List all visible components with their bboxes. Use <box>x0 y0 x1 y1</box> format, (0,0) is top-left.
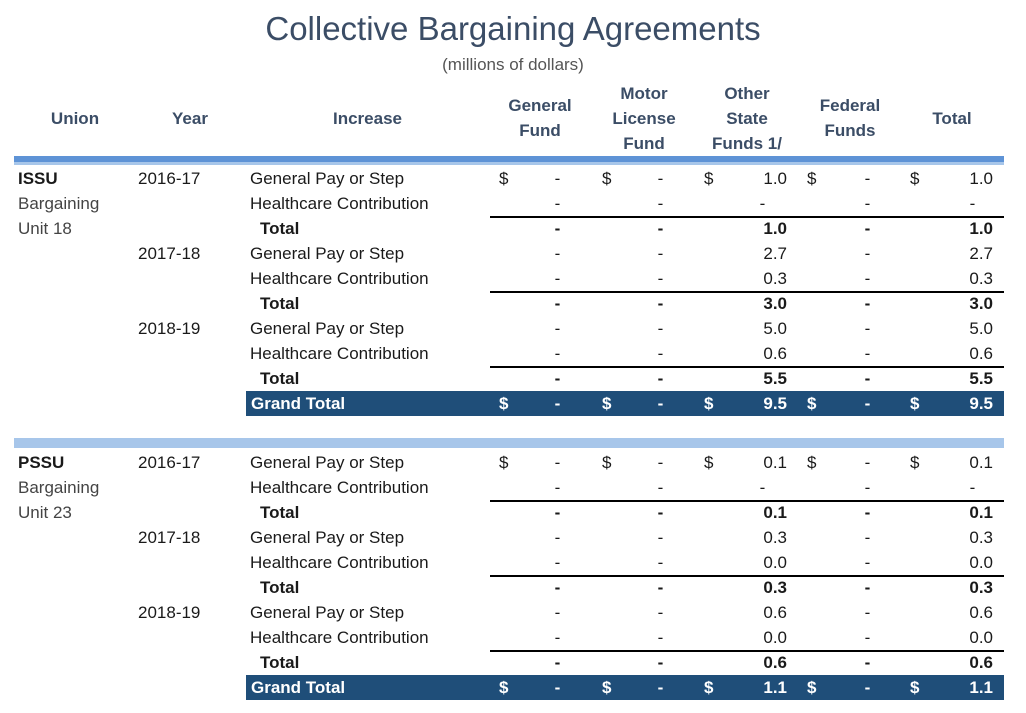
increase-label: General Pay or Step <box>250 169 405 188</box>
header-federal-funds: Federal Funds <box>819 96 881 140</box>
total-label: Total <box>260 653 300 672</box>
cell-fed: - <box>864 294 871 313</box>
cell-total: 0.0 <box>969 553 993 572</box>
union-name: ISSU <box>18 169 58 188</box>
cell-osf: 3.0 <box>763 294 787 313</box>
dollar-sign-osf: $ <box>704 453 714 472</box>
cell-total: 0.3 <box>969 269 993 288</box>
cell-osf: 0.0 <box>763 553 787 572</box>
cell-osf: 1.1 <box>763 678 787 697</box>
dollar-sign-fed: $ <box>807 453 817 472</box>
fiscal-year: 2016-17 <box>138 453 201 472</box>
increase-label: Healthcare Contribution <box>250 628 429 647</box>
cell-fed: - <box>864 578 871 597</box>
cell-fed: - <box>864 453 871 472</box>
cell-fed: - <box>864 678 871 697</box>
cell-total: 3.0 <box>969 294 993 313</box>
bargaining-unit-line: Bargaining <box>18 478 100 497</box>
cell-ml: - <box>657 678 664 697</box>
total-label: Total <box>260 578 300 597</box>
cell-osf: 9.5 <box>763 394 787 413</box>
cell-total: 9.5 <box>969 394 993 413</box>
header-general-fund: General Fund <box>508 96 572 140</box>
dollar-sign-osf: $ <box>704 169 714 188</box>
grand-total-label: Grand Total <box>251 678 346 697</box>
cell-ml: - <box>657 603 664 622</box>
cell-osf: 0.3 <box>763 528 787 547</box>
dollar-sign-ml: $ <box>602 394 612 413</box>
cell-ml: - <box>657 369 664 388</box>
total-label: Total <box>260 369 300 388</box>
dollar-sign-gf: $ <box>499 453 509 472</box>
cell-osf: 0.1 <box>763 453 787 472</box>
section-divider <box>14 438 1004 448</box>
grand-total-label: Grand Total <box>251 394 346 413</box>
cell-total: 1.0 <box>969 219 993 238</box>
cell-ml: - <box>657 628 664 647</box>
bargaining-unit-line: Unit 18 <box>18 219 72 238</box>
cell-total: - <box>969 194 976 213</box>
header-total: Total <box>932 109 972 128</box>
cell-gf: - <box>554 528 561 547</box>
cell-total: 0.6 <box>969 653 993 672</box>
cell-gf: - <box>554 653 561 672</box>
cell-gf: - <box>554 578 561 597</box>
cell-gf: - <box>554 369 561 388</box>
fiscal-year: 2017-18 <box>138 528 201 547</box>
cell-ml: - <box>657 503 664 522</box>
cell-ml: - <box>657 453 664 472</box>
cell-gf: - <box>554 319 561 338</box>
cell-osf: - <box>759 478 766 497</box>
fiscal-year: 2016-17 <box>138 169 201 188</box>
cell-fed: - <box>864 269 871 288</box>
grand-total-bar <box>246 675 1004 700</box>
dollar-sign-total: $ <box>910 453 920 472</box>
increase-label: General Pay or Step <box>250 319 405 338</box>
cell-fed: - <box>864 394 871 413</box>
cell-fed: - <box>864 169 871 188</box>
cell-gf: - <box>554 294 561 313</box>
cell-fed: - <box>864 528 871 547</box>
cell-osf: 0.0 <box>763 628 787 647</box>
header-increase: Increase <box>333 109 402 128</box>
cell-gf: - <box>554 269 561 288</box>
increase-label: Healthcare Contribution <box>250 553 429 572</box>
increase-label: Healthcare Contribution <box>250 478 429 497</box>
dollar-sign-fed: $ <box>807 394 817 413</box>
cell-ml: - <box>657 194 664 213</box>
cell-fed: - <box>864 369 871 388</box>
cell-fed: - <box>864 344 871 363</box>
cell-gf: - <box>554 169 561 188</box>
cell-total: 0.6 <box>969 344 993 363</box>
increase-label: Healthcare Contribution <box>250 194 429 213</box>
cell-osf: 1.0 <box>763 219 787 238</box>
cell-osf: 5.5 <box>763 369 787 388</box>
cell-gf: - <box>554 194 561 213</box>
dollar-sign-gf: $ <box>499 394 509 413</box>
total-label: Total <box>260 503 300 522</box>
dollar-sign-ml: $ <box>602 453 612 472</box>
cell-gf: - <box>554 628 561 647</box>
cell-ml: - <box>657 528 664 547</box>
increase-label: General Pay or Step <box>250 528 405 547</box>
cell-ml: - <box>657 219 664 238</box>
dollar-sign-fed: $ <box>807 169 817 188</box>
header-motor-license-fund: Motor License Fund <box>612 84 676 153</box>
cell-fed: - <box>864 503 871 522</box>
cell-total: 0.3 <box>969 528 993 547</box>
cell-fed: - <box>864 244 871 263</box>
union-name: PSSU <box>18 453 65 472</box>
dollar-sign-osf: $ <box>704 678 714 697</box>
page-subtitle: (millions of dollars) <box>442 55 584 74</box>
cell-total: 5.5 <box>969 369 993 388</box>
cell-ml: - <box>657 294 664 313</box>
header-union: Union <box>50 109 100 128</box>
increase-label: General Pay or Step <box>250 244 405 263</box>
cell-total: 2.7 <box>969 244 993 263</box>
cell-gf: - <box>554 394 561 413</box>
page-title: Collective Bargaining Agreements <box>265 10 761 47</box>
fiscal-year: 2017-18 <box>138 244 201 263</box>
increase-label: General Pay or Step <box>250 453 405 472</box>
cell-total: 1.0 <box>969 169 993 188</box>
cell-gf: - <box>554 503 561 522</box>
cell-ml: - <box>657 244 664 263</box>
cell-osf: 5.0 <box>763 319 787 338</box>
cell-gf: - <box>554 453 561 472</box>
bargaining-unit-line: Unit 23 <box>18 503 72 522</box>
cell-gf: - <box>554 344 561 363</box>
cell-fed: - <box>864 653 871 672</box>
bargaining-unit-line: Bargaining <box>18 194 100 213</box>
cell-osf: 0.6 <box>763 653 787 672</box>
cell-osf: 0.6 <box>763 603 787 622</box>
cell-total: - <box>969 478 976 497</box>
cell-total: 0.0 <box>969 628 993 647</box>
total-label: Total <box>260 219 300 238</box>
cell-gf: - <box>554 678 561 697</box>
cell-fed: - <box>864 478 871 497</box>
header-divider-light <box>14 162 1004 165</box>
cell-fed: - <box>864 219 871 238</box>
cell-total: 0.3 <box>969 578 993 597</box>
cell-ml: - <box>657 394 664 413</box>
cell-gf: - <box>554 603 561 622</box>
cell-fed: - <box>864 194 871 213</box>
cell-gf: - <box>554 244 561 263</box>
cell-ml: - <box>657 653 664 672</box>
cell-fed: - <box>864 628 871 647</box>
cell-ml: - <box>657 553 664 572</box>
header-other-state-funds: Other State Funds 1/ <box>712 84 782 153</box>
cell-fed: - <box>864 603 871 622</box>
cell-ml: - <box>657 269 664 288</box>
cell-ml: - <box>657 319 664 338</box>
cell-ml: - <box>657 344 664 363</box>
dollar-sign-ml: $ <box>602 678 612 697</box>
dollar-sign-fed: $ <box>807 678 817 697</box>
increase-label: Healthcare Contribution <box>250 269 429 288</box>
increase-label: General Pay or Step <box>250 603 405 622</box>
cell-osf: 0.1 <box>763 503 787 522</box>
cell-osf: 2.7 <box>763 244 787 263</box>
cell-osf: 0.3 <box>763 269 787 288</box>
dollar-sign-gf: $ <box>499 169 509 188</box>
dollar-sign-ml: $ <box>602 169 612 188</box>
dollar-sign-osf: $ <box>704 394 714 413</box>
cell-fed: - <box>864 319 871 338</box>
header-year: Year <box>172 109 208 128</box>
dollar-sign-total: $ <box>910 678 920 697</box>
cell-fed: - <box>864 553 871 572</box>
cell-osf: 0.3 <box>763 578 787 597</box>
cell-total: 1.1 <box>969 678 993 697</box>
dollar-sign-gf: $ <box>499 678 509 697</box>
cell-total: 0.6 <box>969 603 993 622</box>
increase-label: Healthcare Contribution <box>250 344 429 363</box>
fiscal-year: 2018-19 <box>138 319 201 338</box>
cell-osf: 0.6 <box>763 344 787 363</box>
cell-osf: - <box>759 194 766 213</box>
dollar-sign-total: $ <box>910 169 920 188</box>
total-label: Total <box>260 294 300 313</box>
grand-total-bar <box>246 391 1004 416</box>
cell-total: 0.1 <box>969 453 993 472</box>
cell-ml: - <box>657 478 664 497</box>
cell-ml: - <box>657 578 664 597</box>
dollar-sign-total: $ <box>910 394 920 413</box>
cell-total: 0.1 <box>969 503 993 522</box>
cell-ml: - <box>657 169 664 188</box>
cell-total: 5.0 <box>969 319 993 338</box>
cell-gf: - <box>554 478 561 497</box>
cell-osf: 1.0 <box>763 169 787 188</box>
cell-gf: - <box>554 553 561 572</box>
fiscal-year: 2018-19 <box>138 603 201 622</box>
cell-gf: - <box>554 219 561 238</box>
